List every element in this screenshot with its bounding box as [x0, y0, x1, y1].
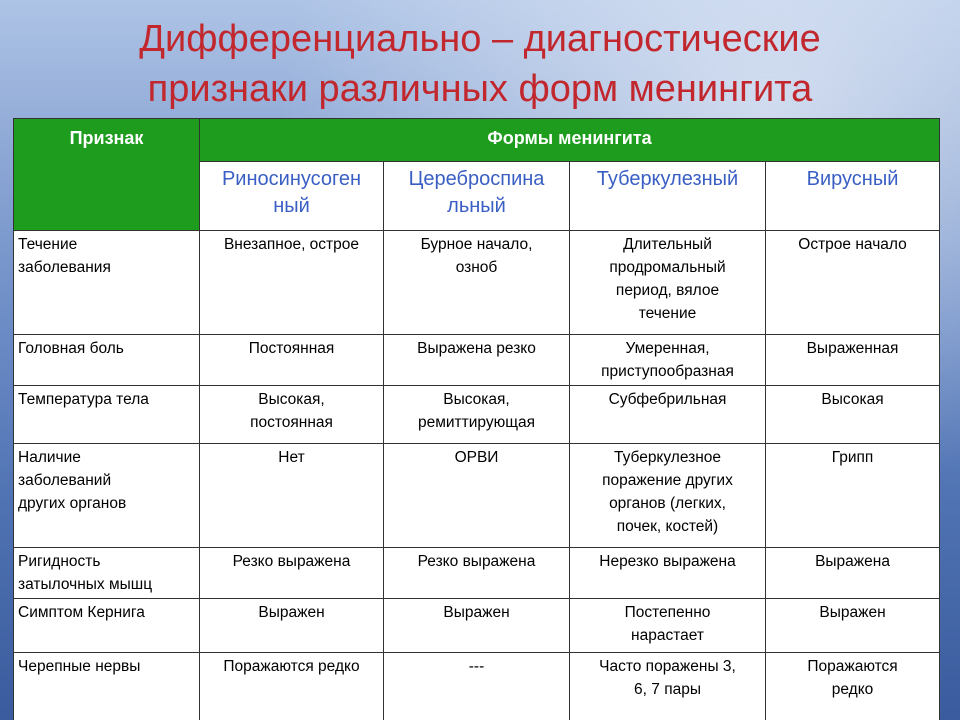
column-header-line: Туберкулезный — [596, 168, 739, 190]
table-cell — [200, 231, 384, 335]
meningitis-table — [13, 118, 940, 720]
column-header — [200, 162, 384, 231]
cell-text-line: Туберкулезное — [613, 449, 722, 466]
cell-text-line: Длительный — [623, 236, 712, 253]
row-label — [14, 231, 200, 335]
cell-text-line: ОРВИ — [454, 449, 499, 466]
table-cell — [384, 599, 570, 653]
table-cell — [384, 548, 570, 599]
cell-text-line: Головная боль — [18, 340, 124, 357]
cell-text-line: Выражен — [443, 604, 510, 621]
cell-text-line: озноб — [455, 259, 498, 276]
cell-text-line: Умеренная, — [625, 340, 710, 357]
cell-text-line: период, вялое — [615, 282, 720, 299]
cell-text-line: редко — [831, 681, 874, 698]
table-cell — [200, 599, 384, 653]
cell-text-line: Часто поражены 3, — [599, 658, 736, 675]
row-label — [14, 444, 200, 548]
cell-text-line: ремиттирующая — [418, 414, 535, 431]
cell-text-line: органов (легких, — [609, 495, 726, 512]
row-label — [14, 386, 200, 444]
cell-text-line: Течение — [18, 236, 78, 253]
table-cell — [766, 444, 940, 548]
table-cell — [570, 231, 766, 335]
cell-text-line: затылочных мышц — [18, 576, 153, 593]
table-cell — [200, 444, 384, 548]
cell-text-line: Нет — [278, 449, 305, 466]
table-cell — [384, 653, 570, 720]
slide-title — [0, 14, 960, 114]
table-cell — [570, 386, 766, 444]
cell-text-line: Черепные нервы — [18, 658, 141, 675]
table-cell — [570, 335, 766, 386]
table-row — [14, 653, 940, 720]
table-cell — [766, 548, 940, 599]
table-cell — [766, 231, 940, 335]
cell-text-line: Внезапное, острое — [223, 236, 360, 253]
column-header — [384, 162, 570, 231]
cell-text-line: Нерезко выражена — [599, 553, 736, 570]
cell-text-line: Постоянная — [248, 340, 335, 357]
table-cell — [384, 444, 570, 548]
header-forms: Формы менингита — [200, 119, 940, 162]
cell-text-line: Субфебрильная — [608, 391, 727, 408]
cell-text-line: заболеваний — [18, 472, 112, 489]
cell-text-line: Выраженная — [806, 340, 899, 357]
table-cell — [384, 386, 570, 444]
table-cell — [200, 335, 384, 386]
cell-text-line: Температура тела — [18, 391, 149, 408]
cell-text-line: Поражаются — [807, 658, 898, 675]
cell-text-line: Поражаются редко — [223, 658, 360, 675]
column-header-line: льный — [447, 195, 506, 217]
header-row — [14, 119, 940, 162]
table-cell — [766, 599, 940, 653]
table-cell — [570, 444, 766, 548]
cell-text-line: почек, костей) — [616, 518, 719, 535]
table-cell — [766, 653, 940, 720]
cell-text-line: Высокая, — [258, 391, 325, 408]
cell-text-line: нарастает — [631, 627, 704, 644]
cell-text-line: заболевания — [18, 259, 111, 276]
column-header-line: ный — [273, 195, 310, 217]
table-cell — [570, 599, 766, 653]
row-label — [14, 548, 200, 599]
cell-text-line: поражение других — [602, 472, 733, 489]
table-cell — [200, 653, 384, 720]
cell-text-line: Острое начало — [798, 236, 907, 253]
table-cell — [384, 231, 570, 335]
cell-text-line: приступообразная — [601, 363, 734, 380]
row-label — [14, 335, 200, 386]
cell-text-line: Выражен — [819, 604, 886, 621]
cell-text-line: Грипп — [831, 449, 874, 466]
row-label — [14, 599, 200, 653]
cell-text-line: течение — [638, 305, 697, 322]
title-line-1: Дифференциально – диагностические — [139, 18, 821, 60]
table-cell — [384, 335, 570, 386]
table-row — [14, 386, 940, 444]
table-row — [14, 335, 940, 386]
cell-text-line: Ригидность — [18, 553, 101, 570]
table-cell — [766, 386, 940, 444]
cell-text-line: --- — [468, 658, 485, 675]
table-cell — [766, 335, 940, 386]
column-header-line: Вирусный — [806, 168, 899, 190]
table-cell — [570, 653, 766, 720]
table-cell — [200, 386, 384, 444]
header-feature: Признак — [14, 119, 200, 231]
cell-text-line: 6, 7 пары — [634, 681, 701, 698]
cell-text-line: Резко выражена — [232, 553, 351, 570]
cell-text-line: Резко выражена — [417, 553, 536, 570]
column-header-line: Цереброспина — [408, 168, 545, 190]
table-row — [14, 231, 940, 335]
cell-text-line: Высокая, — [443, 391, 510, 408]
cell-text-line: Постепенно — [624, 604, 711, 621]
cell-text-line: Выражена — [815, 553, 890, 570]
cell-text-line: других органов — [18, 495, 127, 512]
column-header-line: Риносинусоген — [221, 168, 362, 190]
column-header — [766, 162, 940, 231]
cell-text-line: Выражен — [258, 604, 325, 621]
cell-text-line: Выражена резко — [417, 340, 536, 357]
cell-text-line: продромальный — [609, 259, 726, 276]
cell-text-line: Симптом Кернига — [18, 604, 145, 621]
table-row — [14, 548, 940, 599]
table-row — [14, 599, 940, 653]
cell-text-line: Наличие — [18, 449, 81, 466]
table-cell — [570, 548, 766, 599]
cell-text-line: постоянная — [250, 414, 333, 431]
cell-text-line: Бурное начало, — [420, 236, 533, 253]
title-line-2: признаки различных форм менингита — [147, 68, 813, 110]
cell-text-line: Высокая — [821, 391, 884, 408]
table-row — [14, 444, 940, 548]
row-label — [14, 653, 200, 720]
table-cell — [200, 548, 384, 599]
column-header — [570, 162, 766, 231]
